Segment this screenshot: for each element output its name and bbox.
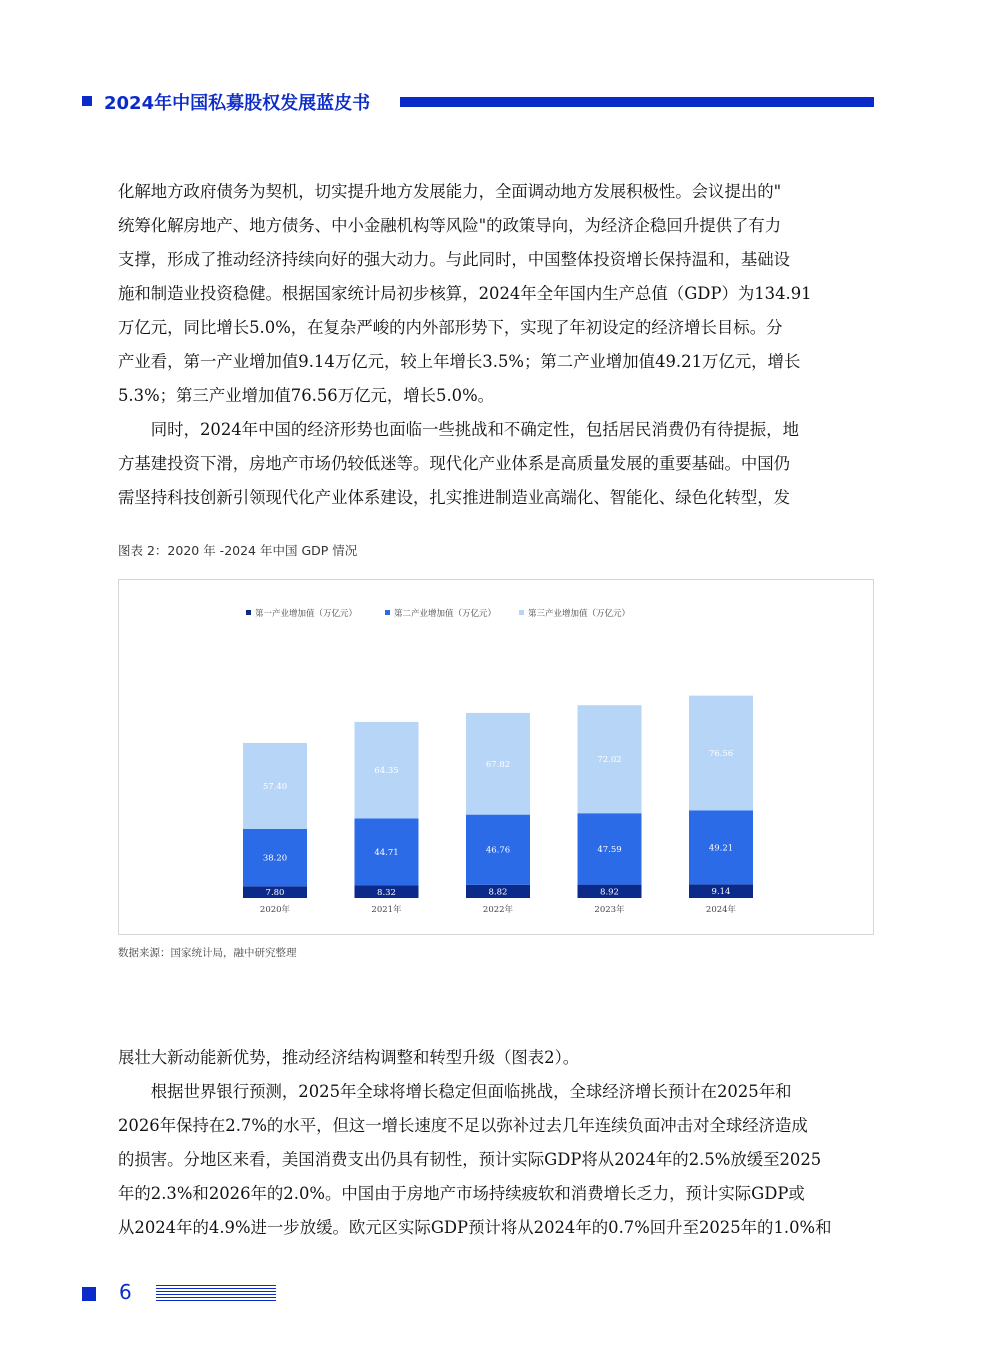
data-label: 7.80 xyxy=(265,888,285,899)
data-label: 49.21 xyxy=(708,843,734,854)
legend-swatch xyxy=(385,610,390,615)
text-line: 的损害。分地区来看，美国消费支出仍具有韧性，预计实际GDP将从2024年的2.5%放缓至2025 xyxy=(118,1150,822,1169)
data-label: 67.82 xyxy=(485,759,511,770)
data-label: 38.20 xyxy=(262,853,288,864)
data-label: 9.14 xyxy=(711,887,731,898)
footer-lines-decoration xyxy=(156,1285,276,1303)
data-label: 8.92 xyxy=(600,887,619,898)
body-text-bottom xyxy=(118,1041,874,1245)
text-line: 统筹化解房地产、地方债务、中小金融机构等风险"的政策导向，为经济企稳回升提供了有力 xyxy=(118,216,782,235)
text-line: 需坚持科技创新引领现代化产业体系建设，扎实推进制造业高端化、智能化、绿色化转型，发 xyxy=(118,488,791,507)
x-tick-label: 2022年 xyxy=(482,905,514,915)
text-line: 展壮大新动能新优势，推动经济结构调整和转型升级（图表2）。 xyxy=(118,1048,580,1067)
x-tick-label: 2024年 xyxy=(705,905,737,915)
legend-swatch xyxy=(246,610,251,615)
text-line: 化解地方政府债务为契机，切实提升地方发展能力，全面调动地方发展积极性。会议提出的" xyxy=(118,182,782,201)
data-label: 57.40 xyxy=(262,781,288,792)
body-text-top xyxy=(118,175,874,515)
text-line: 施和制造业投资稳健。根据国家统计局初步核算，2024年全年国内生产总值（GDP）为134.91 xyxy=(118,284,812,303)
gdp-chart xyxy=(118,579,874,935)
legend-label: 第一产业增加值（万亿元） xyxy=(255,609,358,619)
header-bar xyxy=(400,97,874,107)
x-tick-label: 2020年 xyxy=(259,905,291,915)
page-number: 6 xyxy=(119,1280,132,1304)
data-label: 47.59 xyxy=(597,844,622,855)
data-label: 72.02 xyxy=(597,755,622,766)
x-tick-label: 2023年 xyxy=(594,905,625,915)
data-label: 8.82 xyxy=(488,887,508,898)
footer-square-icon xyxy=(82,1287,96,1301)
text-line: 产业看，第一产业增加值9.14万亿元，较上年增长3.5%；第二产业增加值49.21万亿元，增长 xyxy=(118,352,801,371)
data-label: 46.76 xyxy=(485,845,511,856)
legend-label: 第三产业增加值（万亿元） xyxy=(528,609,631,619)
figure-caption: 图表 2：2020 年 -2024 年中国 GDP 情况 xyxy=(118,543,358,558)
text-line: 根据世界银行预测，2025年全球将增长稳定但面临挑战，全球经济增长预计在2025年和 xyxy=(150,1082,792,1101)
x-tick-label: 2021年 xyxy=(371,905,402,915)
legend-label: 第二产业增加值（万亿元） xyxy=(394,609,497,619)
data-label: 8.32 xyxy=(377,887,396,898)
text-line: 方基建投资下滑，房地产市场仍较低迷等。现代化产业体系是高质量发展的重要基础。中国仍 xyxy=(118,454,791,473)
header-title: 2024年中国私募股权发展蓝皮书 xyxy=(104,93,371,114)
text-line: 2026年保持在2.7%的水平，但这一增长速度不足以弥补过去几年连续负面冲击对全球经济造成 xyxy=(118,1116,808,1135)
page-header xyxy=(82,88,874,116)
figure-source: 数据来源：国家统计局，融中研究整理 xyxy=(118,947,297,959)
text-line: 年的2.3%和2026年的2.0%。中国由于房地产市场持续疲软和消费增长乏力，预计实际GDP或 xyxy=(118,1184,805,1203)
data-label: 44.71 xyxy=(374,847,399,858)
data-label: 76.56 xyxy=(708,749,734,760)
header-square-icon xyxy=(82,96,92,106)
gdp-chart-svg xyxy=(119,580,873,934)
text-line: 支撑，形成了推动经济持续向好的强大动力。与此同时，中国整体投资增长保持温和，基础设 xyxy=(118,250,791,269)
text-line: 同时，2024年中国的经济形势也面临一些挑战和不确定性，包括居民消费仍有待提振，地 xyxy=(150,420,799,439)
text-line: 5.3%；第三产业增加值76.56万亿元，增长5.0%。 xyxy=(118,386,495,405)
text-line: 万亿元，同比增长5.0%，在复杂严峻的内外部形势下，实现了年初设定的经济增长目标。分 xyxy=(118,318,783,337)
legend-swatch xyxy=(519,610,524,615)
text-line: 从2024年的4.9%进一步放缓。欧元区实际GDP预计将从2024年的0.7%回升至2025年的1.0%和 xyxy=(118,1218,832,1237)
data-label: 64.35 xyxy=(374,766,399,777)
